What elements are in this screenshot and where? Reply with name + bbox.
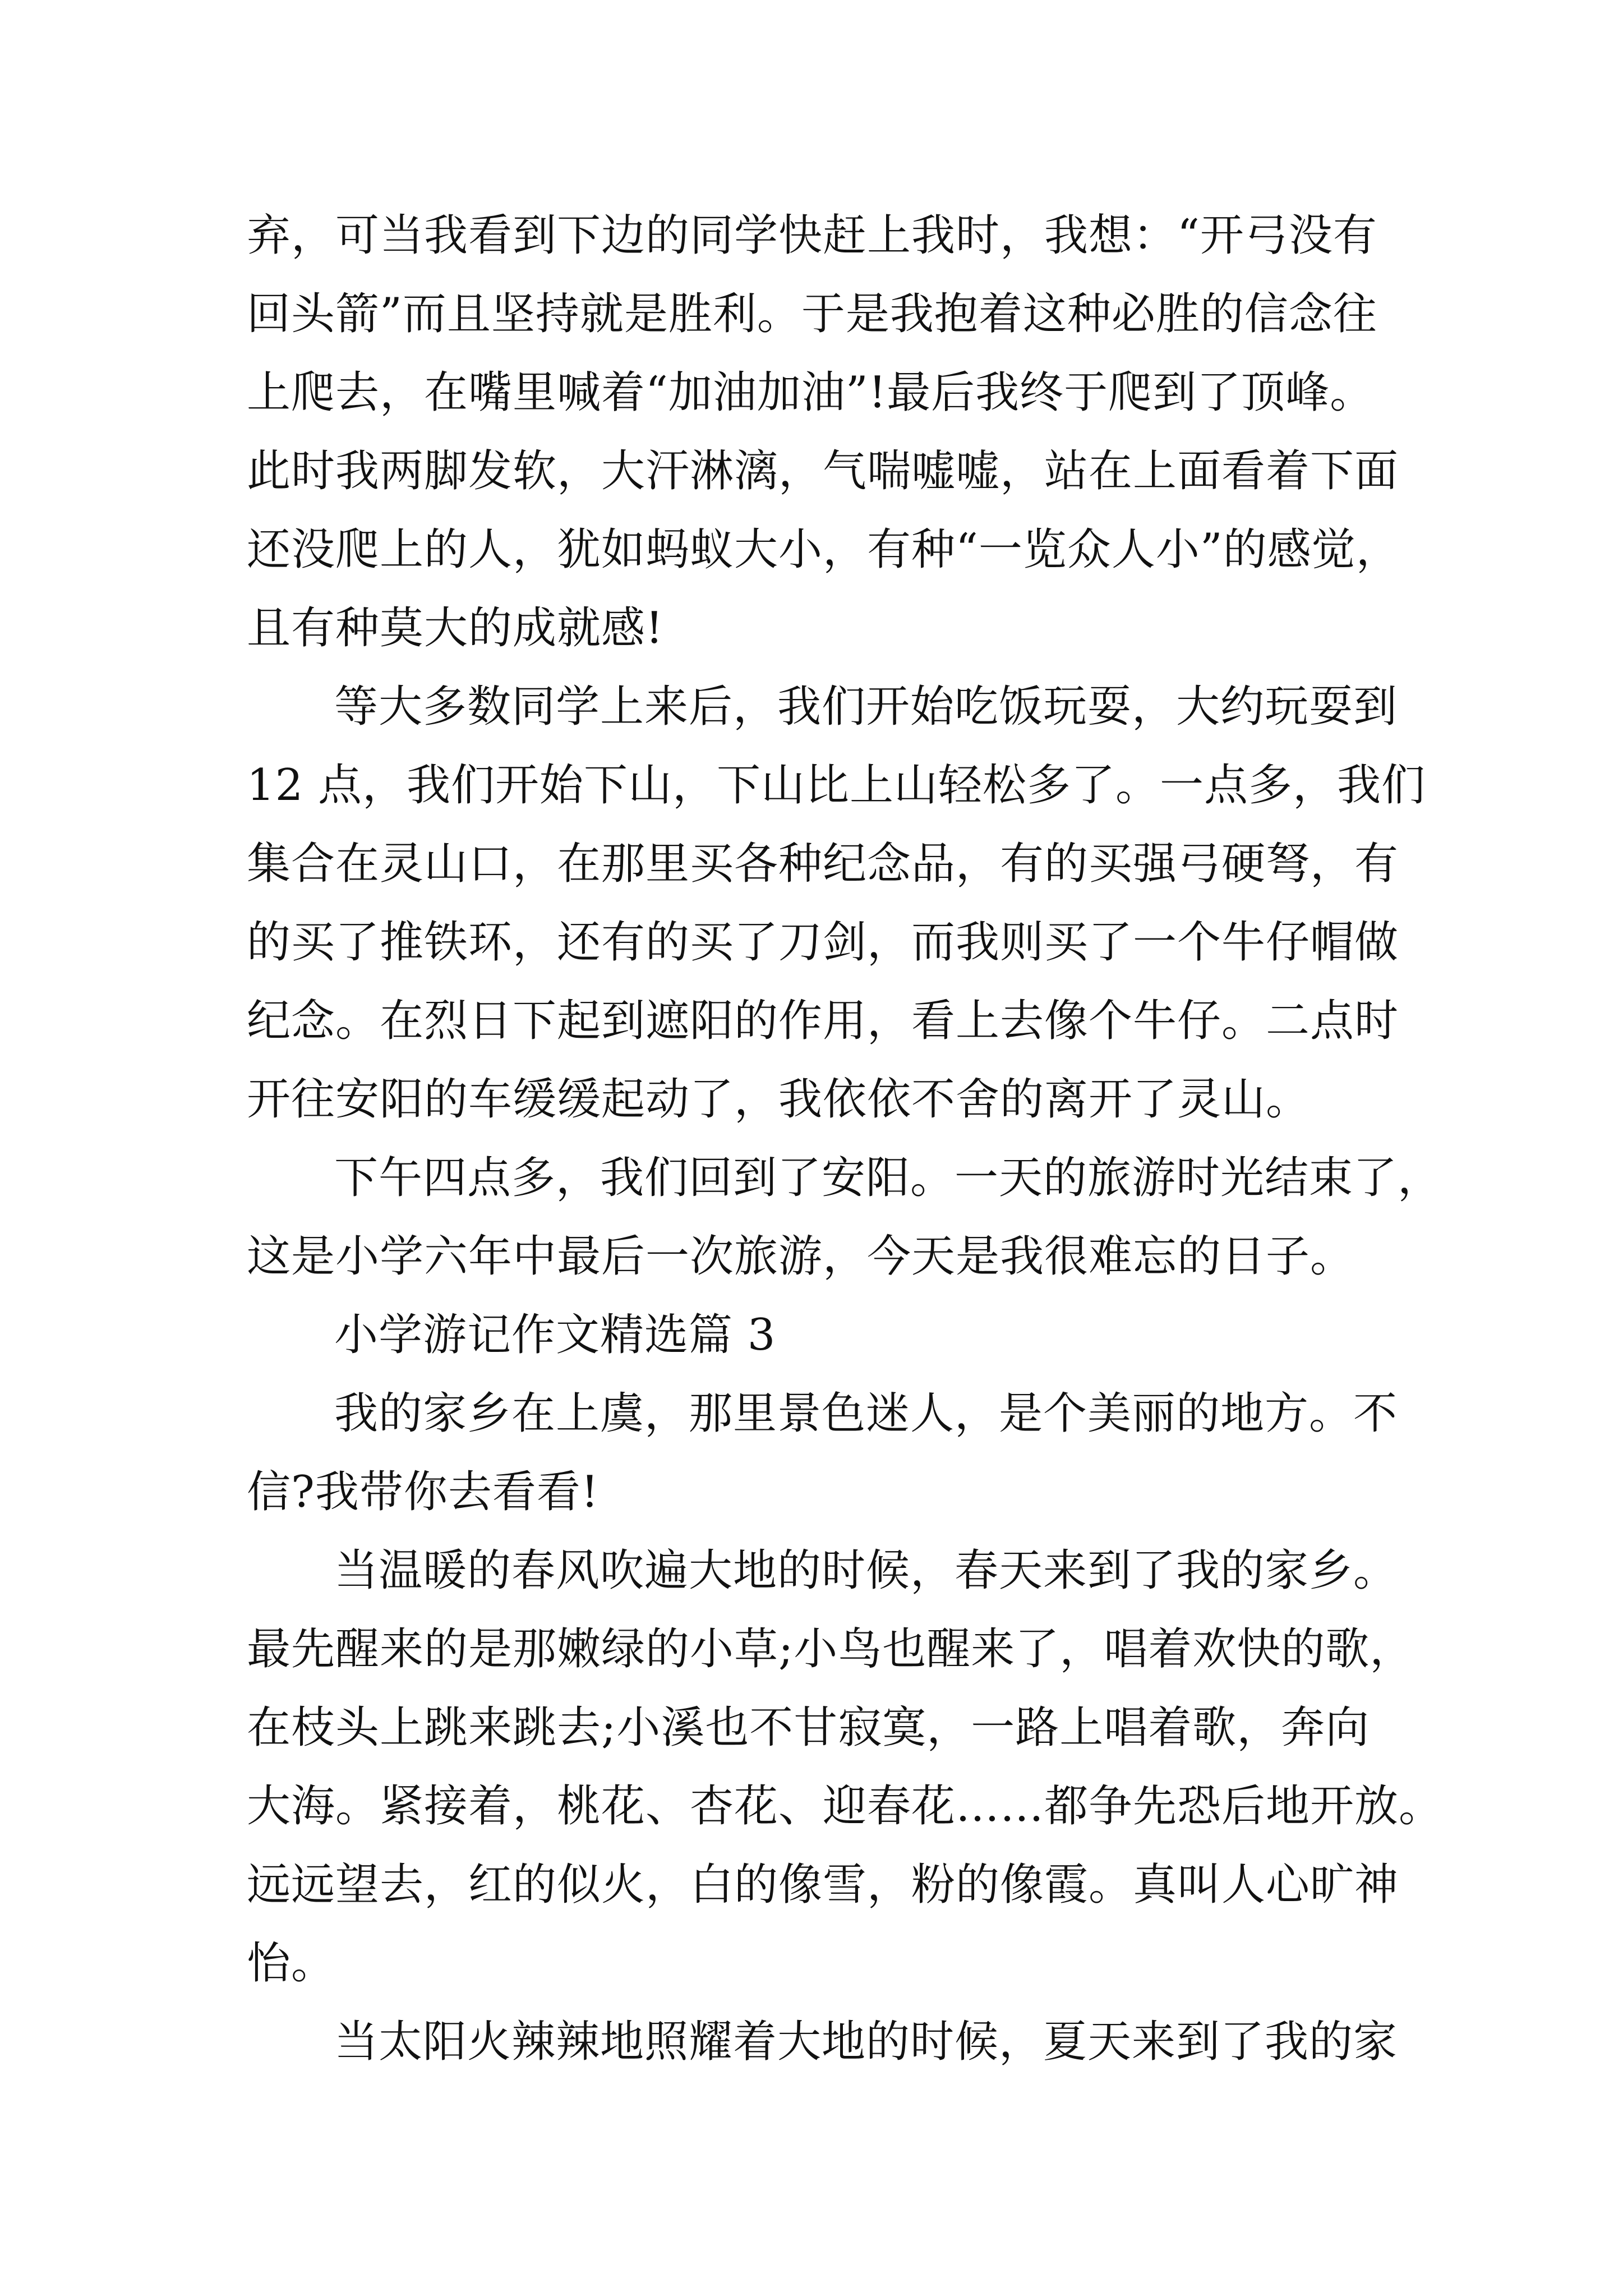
text-line: 信?我带你去看看!	[247, 1467, 600, 1517]
text-line: 弃，可当我看到下边的同学快赶上我时，我想：“开弓没有	[247, 210, 1377, 261]
text-line: 上爬去，在嘴里喊着“加油加油”!最后我终于爬到了顶峰。	[247, 367, 1375, 418]
text-line: 下午四点多，我们回到了安阳。一天的旅游时光结束了，	[334, 1153, 1442, 1203]
text-line: 在枝头上跳来跳去;小溪也不甘寂寞，一路上唱着歌，奔向	[247, 1703, 1370, 1753]
text-line: 最先醒来的是那嫩绿的小草;小鸟也醒来了，唱着欢快的歌，	[247, 1624, 1414, 1674]
text-line: 纪念。在烈日下起到遮阳的作用，看上去像个牛仔。二点时	[247, 996, 1399, 1046]
text-line: 这是小学六年中最后一次旅游，今天是我很难忘的日子。	[247, 1231, 1355, 1282]
text-line: 的买了推铁环，还有的买了刀剑，而我则买了一个牛仔帽做	[247, 917, 1399, 968]
text-line: 当太阳火辣辣地照耀着大地的时候，夏天来到了我的家	[334, 2017, 1398, 2067]
text-line: 远远望去，红的似火，白的像雪，粉的像霞。真叫人心旷神	[247, 1860, 1399, 1910]
text-line: 12 点，我们开始下山，下山比上山轻松多了。一点多，我们	[247, 760, 1426, 811]
text-line: 集合在灵山口，在那里买各种纪念品，有的买强弓硬弩，有	[247, 839, 1399, 889]
text-line: 回头箭”而且坚持就是胜利。于是我抱着这种必胜的信念往	[247, 289, 1377, 339]
text-line: 当温暖的春风吹遍大地的时候，春天来到了我的家乡。	[334, 1545, 1398, 1596]
text-line: 我的家乡在上虞，那里景色迷人，是个美丽的地方。不	[334, 1388, 1398, 1439]
text-line: 开往安阳的车缓缓起动了，我依依不舍的离开了灵山。	[247, 1074, 1311, 1125]
text-line: 等大多数同学上来后，我们开始吃饭玩耍，大约玩耍到	[334, 682, 1398, 732]
text-line: 还没爬上的人，犹如蚂蚁大小，有种“一览众人小”的感觉，	[247, 524, 1400, 575]
text-line: 此时我两脚发软，大汗淋漓，气喘嘘嘘，站在上面看着下面	[247, 446, 1399, 496]
text-line: 大海。紧接着，桃花、杏花、迎春花……都争先恐后地开放。	[247, 1781, 1444, 1832]
section-heading: 小学游记作文精选篇 3	[334, 1310, 776, 1360]
text-line: 怡。	[247, 1938, 336, 1989]
text-line: 且有种莫大的成就感!	[247, 603, 664, 654]
document-body	[247, 196, 1444, 2081]
